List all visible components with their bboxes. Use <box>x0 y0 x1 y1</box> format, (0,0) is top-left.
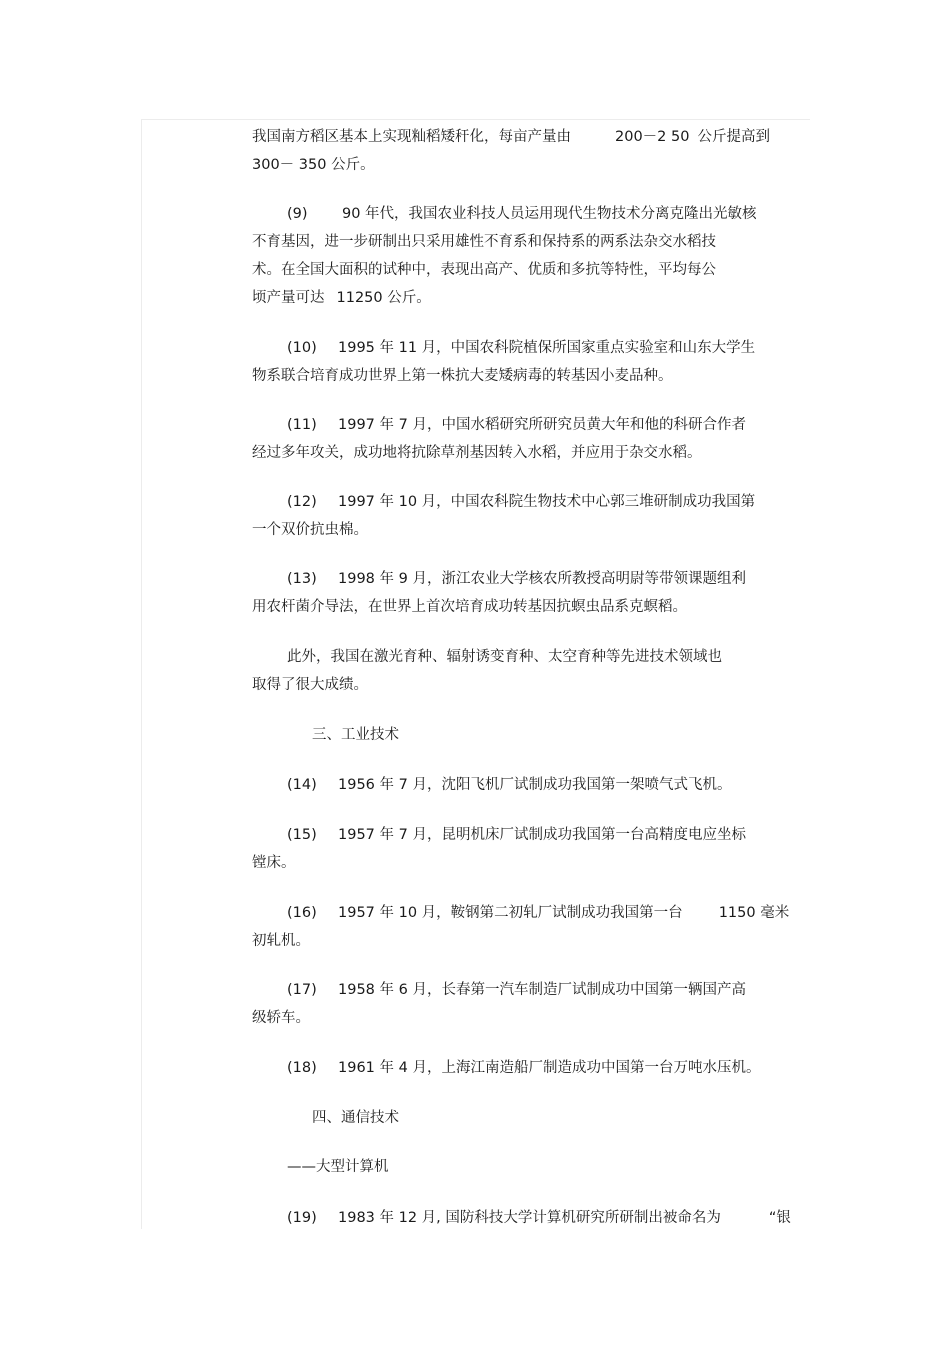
paragraph-17-line-1: 1958 年 6 月，长春第一汽车制造厂试制成功中国第一辆国产高 <box>338 982 746 998</box>
misc-line-2: 取得了很大成绩。 <box>252 677 368 693</box>
paragraph-10-number: (10) <box>287 340 317 356</box>
paragraph-13-line-2: 用农杆菌介导法，在世界上首次培育成功转基因抗螟虫品系克螟稻。 <box>252 599 687 615</box>
subheading-large-computer: ——大型计算机 <box>287 1159 389 1175</box>
paragraph-16-line-1: 1957 年 10 月，鞍钢第二初轧厂试制成功我国第一台 1150 毫米 <box>338 905 790 921</box>
paragraph-17-number: (17) <box>287 982 317 998</box>
paragraph-19-number: (19) <box>287 1210 317 1226</box>
paragraph-14-number: (14) <box>287 777 317 793</box>
paragraph-16-line-2: 初轧机。 <box>252 933 310 949</box>
section-heading-industry: 三、工业技术 <box>312 727 399 743</box>
paragraph-16-number: (16) <box>287 905 317 921</box>
paragraph-14-line-1: 1956 年 7 月，沈阳飞机厂试制成功我国第一架喷气式飞机。 <box>338 777 732 793</box>
page-border-top <box>142 119 810 120</box>
paragraph-15-number: (15) <box>287 827 317 843</box>
paragraph-19-line-1: 1983 年 12 月, 国防科技大学计算机研究所研制出被命名为 “银 <box>338 1210 791 1226</box>
paragraph-12-number: (12) <box>287 494 317 510</box>
paragraph-10-line-2: 物系联合培育成功世界上第一株抗大麦矮病毒的转基因小麦品种。 <box>252 368 673 384</box>
paragraph-11-line-1: 1997 年 7 月，中国水稻研究所研究员黄大年和他的科研合作者 <box>338 417 746 433</box>
paragraph-12-line-2: 一个双价抗虫棉。 <box>252 522 368 538</box>
paragraph-12-line-1: 1997 年 10 月，中国农科院生物技术中心郭三堆研制成功我国第 <box>338 494 756 510</box>
page-border-left <box>141 119 142 1229</box>
paragraph-18-line-1: 1961 年 4 月，上海江南造船厂制造成功中国第一台万吨水压机。 <box>338 1060 761 1076</box>
paragraph-17-line-2: 级轿车。 <box>252 1010 310 1026</box>
paragraph-15-line-2: 镗床。 <box>252 855 296 871</box>
section-heading-communication: 四、通信技术 <box>312 1110 399 1126</box>
paragraph-9-number: (9) <box>287 206 308 222</box>
paragraph-9-line-1: 90 年代，我国农业科技人员运用现代生物技术分离克隆出光敏核 <box>342 206 757 222</box>
paragraph-11-number: (11) <box>287 417 317 433</box>
paragraph-13-number: (13) <box>287 571 317 587</box>
paragraph-9-line-4: 顷产量可达 11250 公斤。 <box>252 290 431 306</box>
intro-line-1: 我国南方稻区基本上实现籼稻矮秆化，每亩产量由 200－2 50 公斤提高到 <box>252 129 770 145</box>
paragraph-15-line-1: 1957 年 7 月，昆明机床厂试制成功我国第一台高精度电应坐标 <box>338 827 746 843</box>
intro-line-2: 300－ 350 公斤。 <box>252 157 375 173</box>
paragraph-13-line-1: 1998 年 9 月，浙江农业大学核农所教授高明尉等带领课题组利 <box>338 571 746 587</box>
paragraph-11-line-2: 经过多年攻关，成功地将抗除草剂基因转入水稻，并应用于杂交水稻。 <box>252 445 702 461</box>
paragraph-9-line-2: 不育基因，进一步研制出只采用雄性不育系和保持系的两系法杂交水稻技 <box>252 234 716 250</box>
misc-line-1: 此外，我国在激光育种、辐射诱变育种、太空育种等先进技术领域也 <box>287 649 722 665</box>
paragraph-10-line-1: 1995 年 11 月，中国农科院植保所国家重点实验室和山东大学生 <box>338 340 756 356</box>
paragraph-9-line-3: 术。在全国大面积的试种中，表现出高产、优质和多抗等特性，平均每公 <box>252 262 716 278</box>
paragraph-18-number: (18) <box>287 1060 317 1076</box>
